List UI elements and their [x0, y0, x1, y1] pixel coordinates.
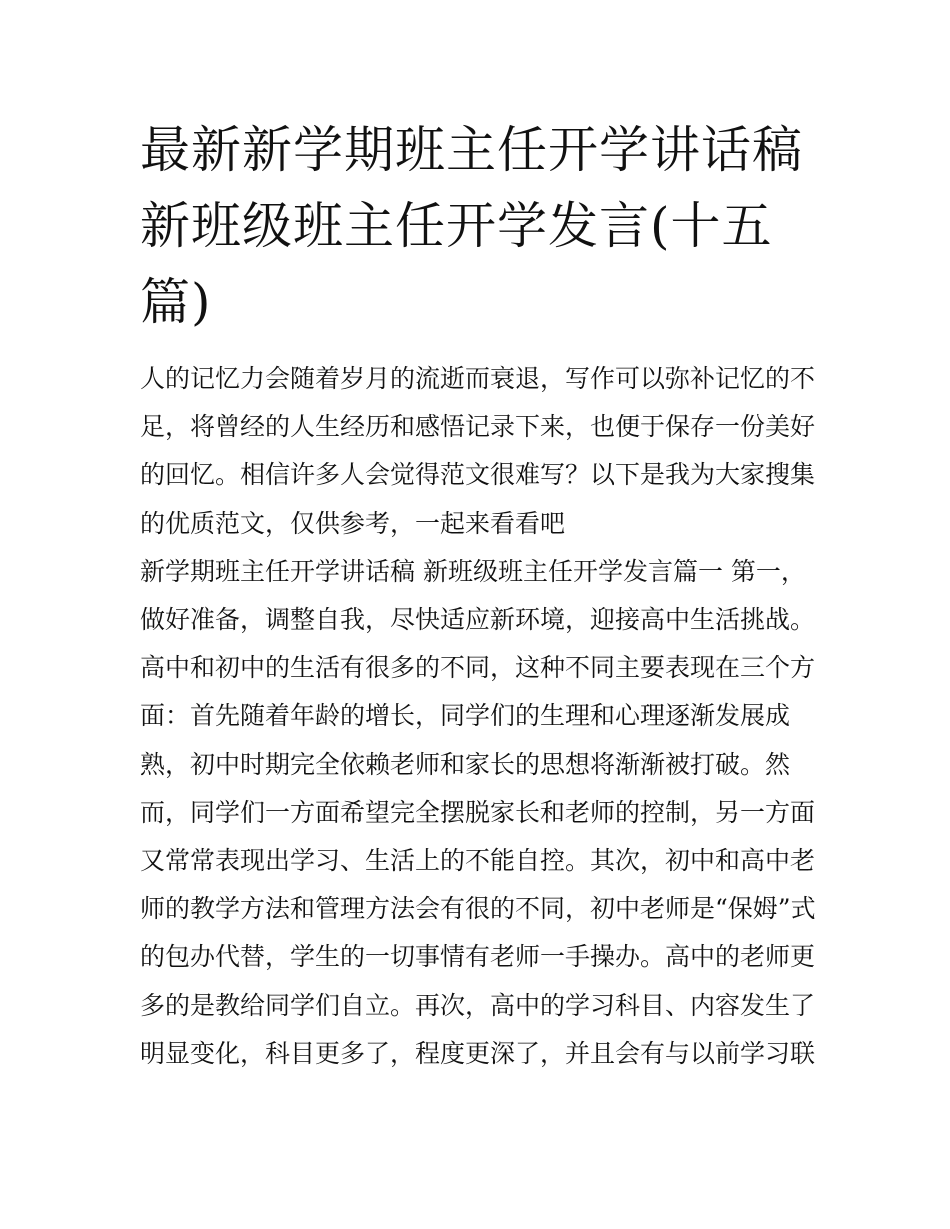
body-line: 的回忆。相信许多人会觉得范文很难写？以下是我为大家搜集	[140, 460, 816, 490]
body-line: 高中和初中的生活有很多的不同，这种不同主要表现在三个方	[140, 653, 816, 683]
body-line: 新学期班主任开学讲话稿 新班级班主任开学发言篇一 第一，	[140, 556, 806, 586]
title-line: 新班级班主任开学发言(十五	[140, 197, 773, 255]
body-line: 面：首先随着年龄的增长，同学们的生理和心理逐渐发展成	[140, 701, 791, 731]
body-line: 做好准备，调整自我，尽快适应新环境，迎接高中生活挑战。	[140, 605, 816, 635]
body-line: 足，将曾经的人生经历和感悟记录下来，也便于保存一份美好	[140, 412, 816, 442]
title-line: 最新新学期班主任开学讲话稿	[140, 121, 803, 179]
document-title	[140, 112, 820, 340]
body-line: 而，同学们一方面希望完全摆脱家长和老师的控制，另一方面	[140, 797, 816, 827]
body-line: 的优质范文，仅供参考，一起来看看吧	[140, 508, 566, 538]
body-line: 又常常表现出学习、生活上的不能自控。其次，初中和高中老	[140, 846, 816, 876]
body-line: 师的教学方法和管理方法会有很的不同，初中老师是“保姆”式	[140, 894, 816, 924]
body-line: 熟，初中时期完全依赖老师和家长的思想将渐渐被打破。然	[140, 749, 791, 779]
body-line: 的包办代替，学生的一切事情有老师一手操办。高中的老师更	[140, 942, 816, 972]
document-body	[140, 355, 830, 1078]
body-line: 人的记忆力会随着岁月的流逝而衰退，写作可以弥补记忆的不	[140, 364, 816, 393]
body-line: 多的是教给同学们自立。再次，高中的学习科目、内容发生了	[140, 990, 816, 1020]
title-line: 篇)	[140, 273, 212, 331]
body-line: 明显变化，科目更多了，程度更深了，并且会有与以前学习联	[140, 1038, 816, 1068]
